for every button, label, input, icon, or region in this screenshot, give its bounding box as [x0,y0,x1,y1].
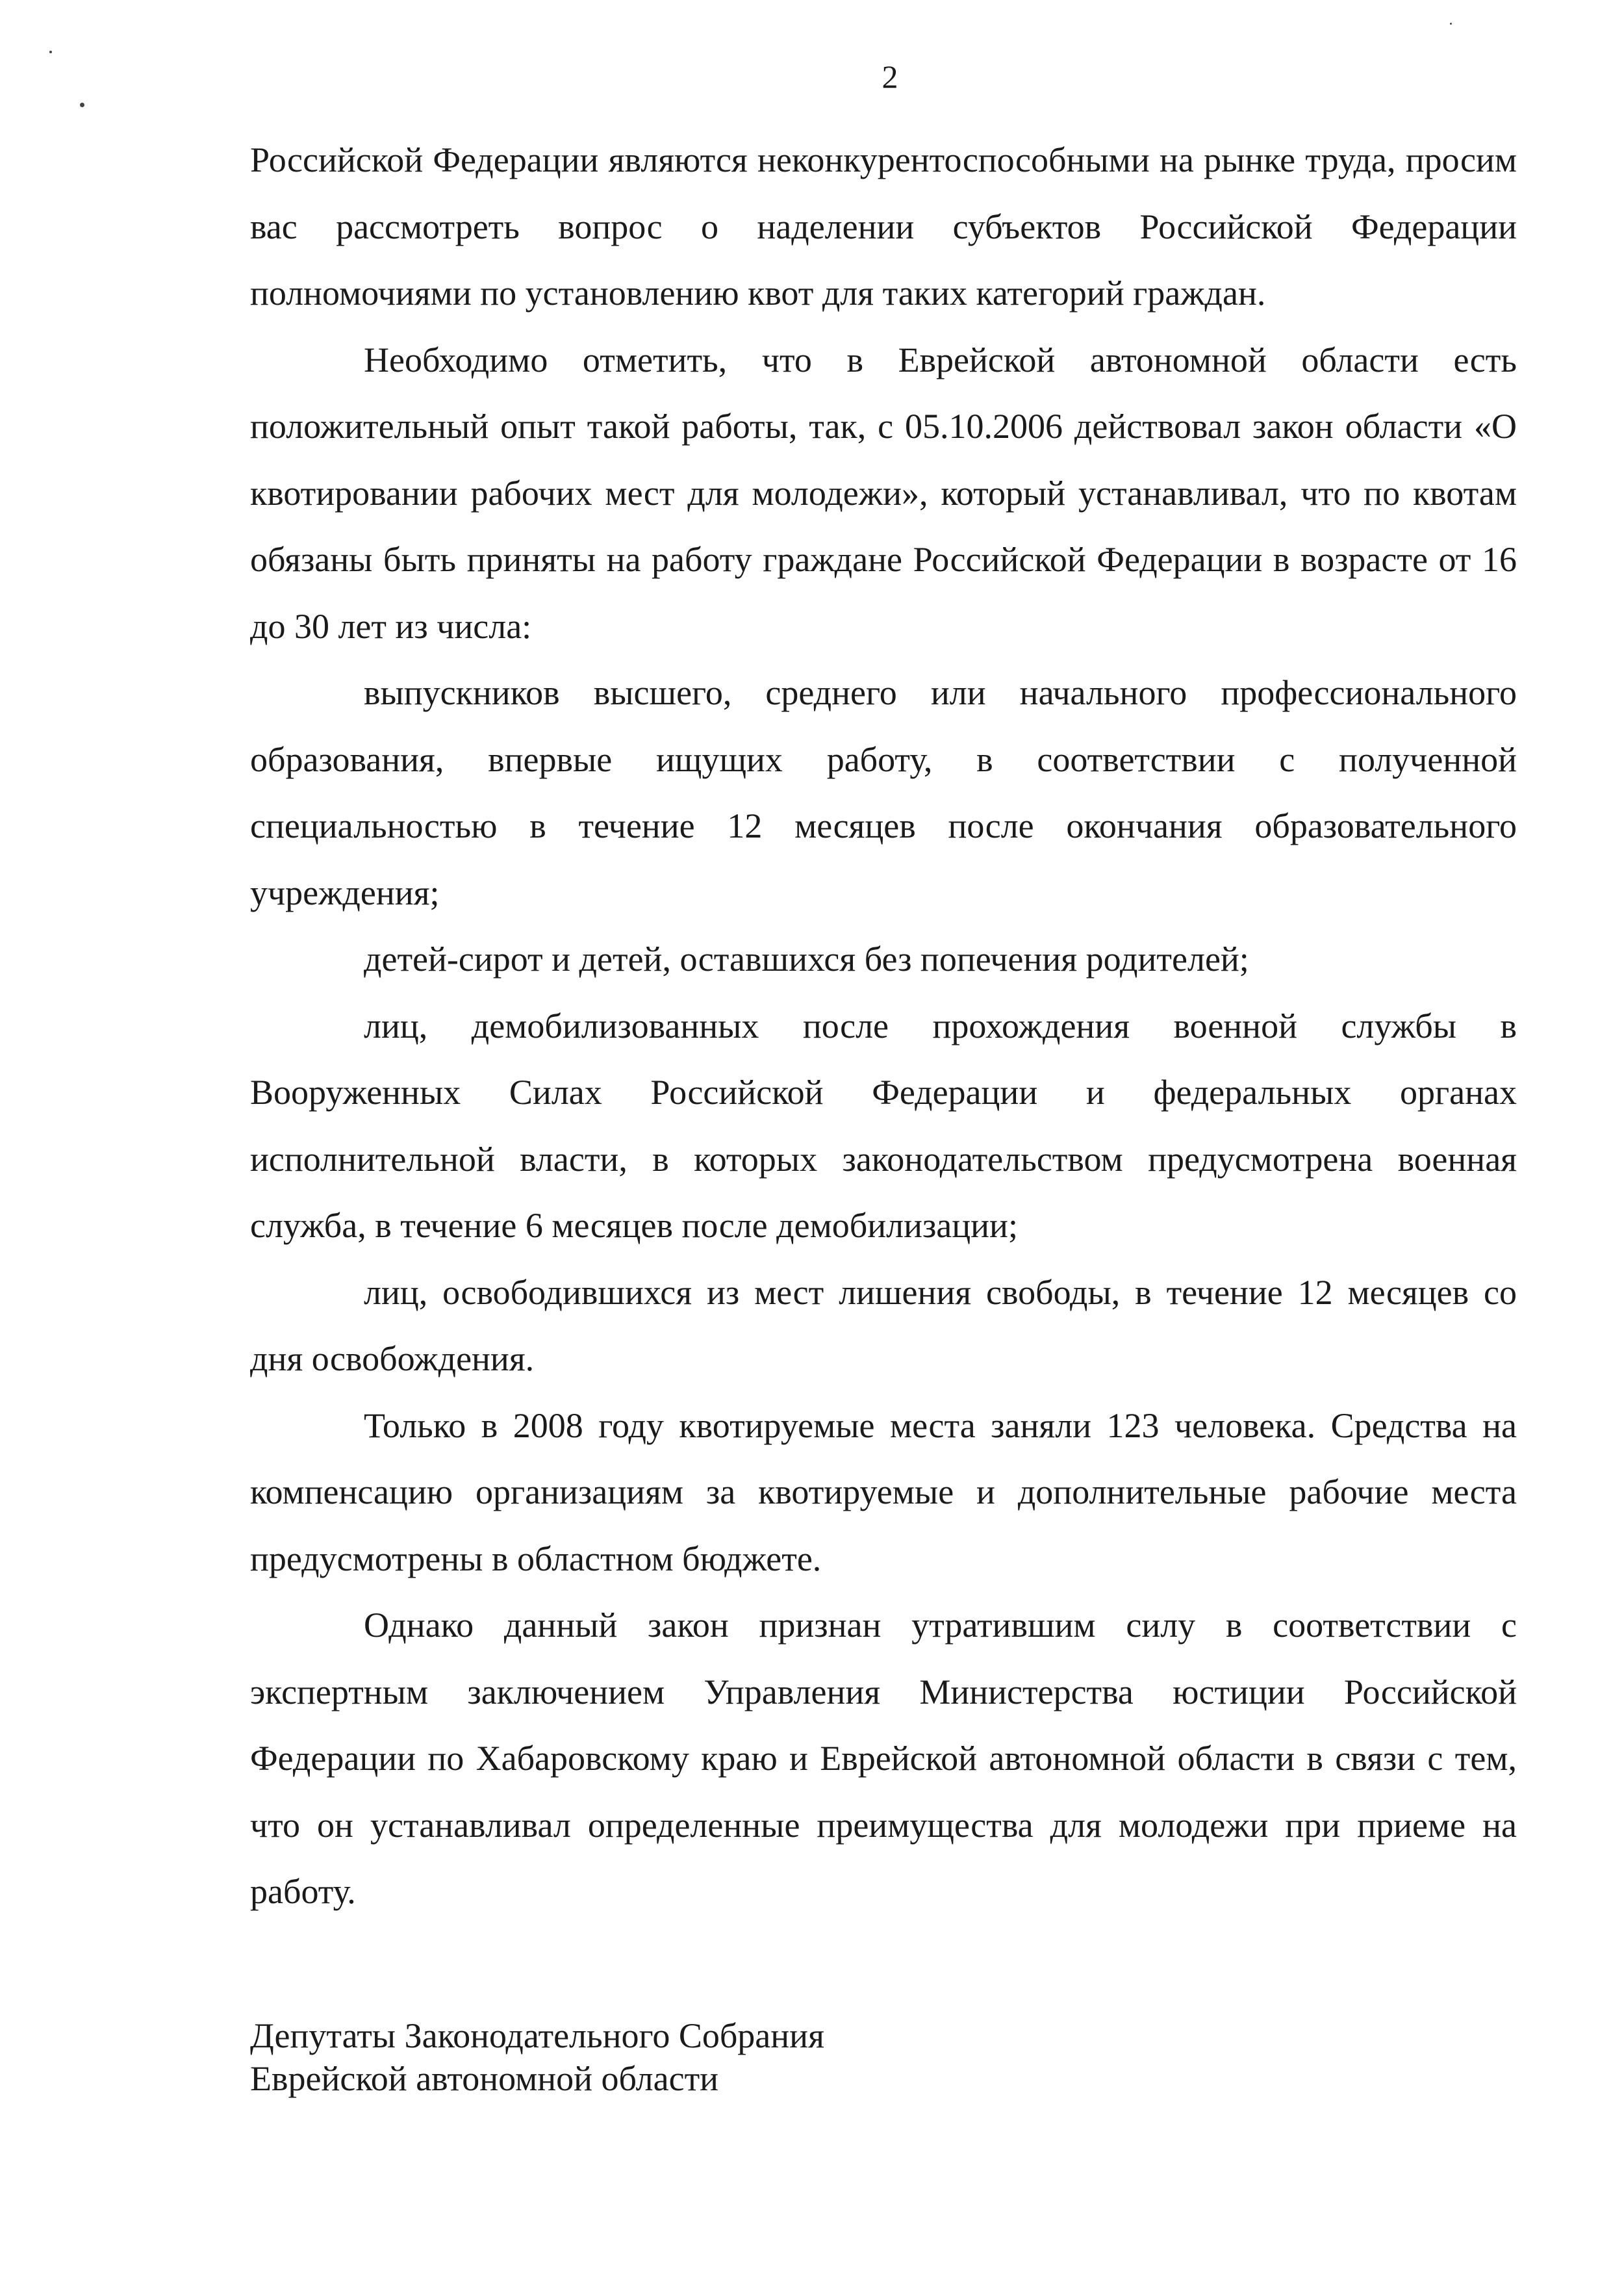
signature-block [250,2014,824,2100]
scan-speck [49,51,52,53]
signature-line: Еврейской автономной области [250,2059,719,2098]
paragraph: Необходимо отметить, что в Еврейской автономной области есть положительный опыт такой работы, так, с 05.10.2006 действовал закон области «О квотировании рабочих мест для молодежи», который устанавливал, что по квотам обязаны быть приняты на работу граждане Российской Федерации в возрасте от 16 до 30 лет из числа: [250,340,1517,646]
document-body [250,127,1517,1925]
paragraph: Однако данный закон признан утратившим силу в соответствии с экспертным заключением Управления Министерства юстиции Российской Федерации по Хабаровскому краю и Еврейской автономной области в связи с тем, что он устанавливал определенные преимущества для молодежи при приеме на работу. [250,1606,1517,1911]
paragraph-list-item: лиц, освободившихся из мест лишения свободы, в течение 12 месяцев со дня освобождения. [250,1272,1517,1378]
scan-speck [80,103,84,107]
paragraph-list-item: выпускников высшего, среднего или начального профессионального образования, впервые ищущих работу, в соответствии с полученной специальностью в течение 12 месяцев после окончания образовательного учреждения; [250,673,1517,912]
paragraph-continuation: Российской Федерации являются неконкурентоспособными на рынке труда, просим вас рассмотреть вопрос о наделении субъектов Российской Федерации полномочиями по установлению квот для таких категорий граждан. [250,140,1517,313]
paragraph: Только в 2008 году квотируемые места заняли 123 человека. Средства на компенсацию организациям за квотируемые и дополнительные рабочие места предусмотрены в областном бюджете. [250,1405,1517,1578]
paragraph-list-item: лиц, демобилизованных после прохождения военной службы в Вооруженных Силах Российской Федерации и федеральных органах исполнительной власти, в которых законодательством предусмотрена военная служба, в течение 6 месяцев после демобилизации; [250,1006,1517,1245]
signature-line: Депутаты Законодательного Собрания [250,2016,824,2055]
paragraph-list-item: детей-сирот и детей, оставшихся без попечения родителей; [364,940,1249,979]
scan-speck [1450,23,1452,25]
page-number: 2 [882,58,898,95]
